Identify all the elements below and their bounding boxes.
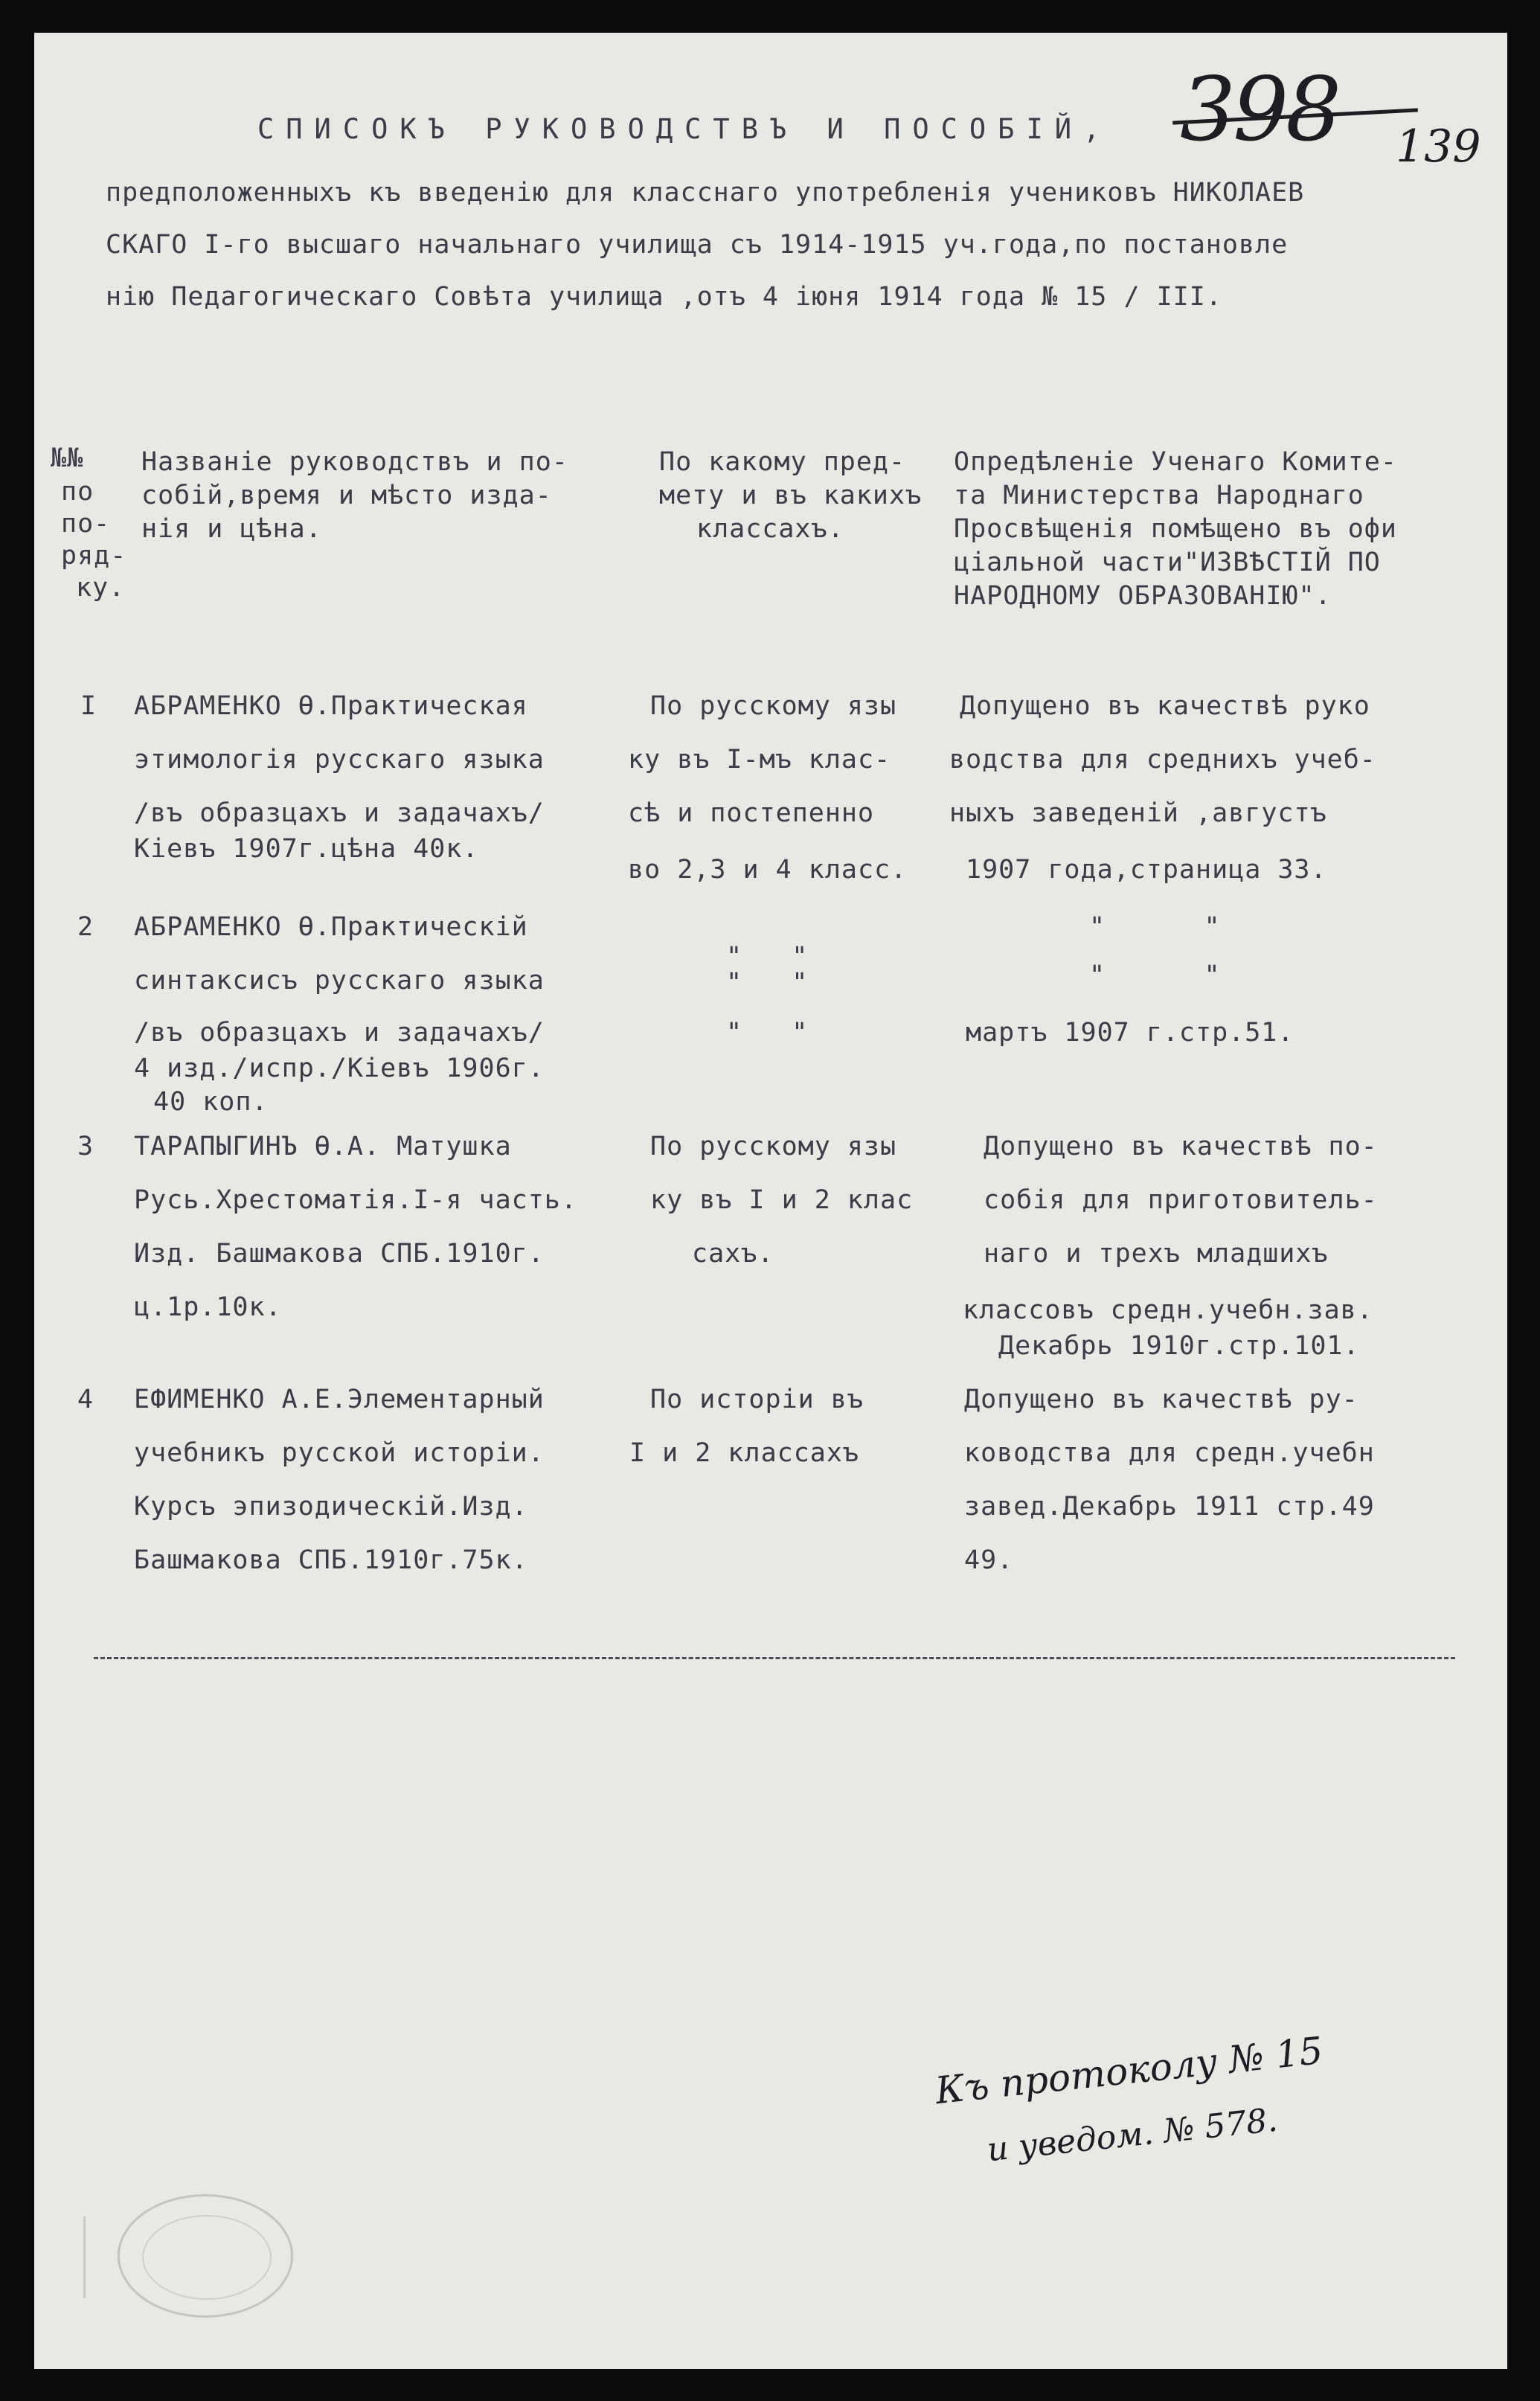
row-number: 3 xyxy=(77,1132,94,1161)
column-header-line: ціальной части"ИЗВѢСТІЙ ПО xyxy=(954,548,1381,577)
book-line: синтаксисъ русскаго языка xyxy=(134,966,545,996)
column-header-line: НАРОДНОМУ ОБРАЗОВАНІЮ". xyxy=(954,581,1332,611)
intro-line-3: нію Педагогическаго Совѣта училища ,отъ 4 іюня 1914 года № 15 / III. xyxy=(106,282,1222,312)
book-line: 4 изд./испр./Кіевъ 1906г. xyxy=(134,1054,545,1083)
handwritten-note-line-2: и уведом. № 578. xyxy=(985,2100,1280,2170)
decision-line: ныхъ заведеній ,августъ xyxy=(949,798,1327,828)
decision-line: наго и трехъ младшихъ xyxy=(984,1239,1329,1269)
column-header-line: ку. xyxy=(76,573,126,603)
column-header-line: мету и въ какихъ xyxy=(659,481,923,510)
subject-line: ку въ I-мъ клас- xyxy=(628,745,891,775)
book-line: АБРАМЕНКО Ѳ.Практическая xyxy=(134,691,528,721)
book-line: /въ образцахъ и задачахъ/ xyxy=(134,1018,545,1048)
intro-line-2: СКАГО І-го высшаго начальнаго училища съ 1914-1915 уч.года,по постановле xyxy=(106,230,1289,260)
document-title: СПИСОКЪ РУКОВОДСТВЪ И ПОСОБІЙ, xyxy=(257,113,1112,145)
decision-line: классовъ средн.учебн.зав. xyxy=(963,1295,1373,1325)
row-number: I xyxy=(80,691,97,721)
book-line: Кіевъ 1907г.цѣна 40к. xyxy=(134,834,479,864)
column-header-line: №№ xyxy=(51,443,84,473)
decision-line: водства для среднихъ учеб- xyxy=(949,745,1376,775)
decision-line: Допущено въ качествѣ руко xyxy=(960,691,1370,721)
archive-page-number: 398 xyxy=(1180,58,1339,161)
subject-line: По русскому язы xyxy=(650,1132,897,1161)
decision-line: Декабрь 1910г.стр.101. xyxy=(998,1331,1360,1361)
decision-line: 49. xyxy=(964,1545,1014,1575)
decision-line: " " xyxy=(1089,961,1221,990)
subject-line: " " xyxy=(726,1018,809,1048)
book-line: Башмакова СПБ.1910г.75к. xyxy=(134,1545,528,1575)
book-line: 40 коп. xyxy=(153,1087,269,1117)
book-line: ЕФИМЕНКО А.Е.Элементарный xyxy=(134,1385,545,1414)
book-line: ТАРАПЫГИНЪ Ѳ.А. Матушка xyxy=(134,1132,512,1161)
archive-mark xyxy=(83,2216,111,2298)
book-line: Курсъ эпизодическій.Изд. xyxy=(134,1492,528,1522)
column-header-line: Опредѣленіе Ученаго Комите- xyxy=(954,447,1397,477)
decision-line: " " xyxy=(1089,912,1221,942)
subject-line: сахъ. xyxy=(692,1239,774,1269)
subject-line: во 2,3 и 4 класс. xyxy=(628,855,908,885)
column-header-line: Просвѣщенія помѣщено въ офи xyxy=(954,514,1397,544)
column-header-line: собій,время и мѣсто изда- xyxy=(141,481,552,510)
column-header-line: нія и цѣна. xyxy=(141,514,322,544)
book-line: этимологія русскаго языка xyxy=(134,745,545,775)
end-dashed-line xyxy=(94,1657,1455,1659)
book-line: АБРАМЕНКО Ѳ.Практическій xyxy=(134,912,528,942)
subject-line: По русскому язы xyxy=(650,691,897,721)
column-header-line: по- xyxy=(61,509,111,539)
archive-stamp-inner xyxy=(142,2215,272,2300)
subject-line: " " xyxy=(726,942,809,972)
decision-line: собія для приготовитель- xyxy=(984,1185,1378,1215)
book-line: /въ образцахъ и задачахъ/ xyxy=(134,798,545,828)
decision-line: завед.Декабрь 1911 стр.49 xyxy=(964,1492,1375,1522)
column-header-line: классахъ. xyxy=(696,514,844,544)
column-header-line: по xyxy=(61,477,94,507)
subject-line: сѣ и постепенно xyxy=(628,798,875,828)
column-header-line: По какому пред- xyxy=(659,447,906,477)
column-header-line: та Министерства Народнаго xyxy=(954,481,1364,510)
intro-line-1: предположенныхъ къ введенію для класснаго употребленія учениковъ НИКОЛАЕВ xyxy=(106,178,1305,208)
book-line: Изд. Башмакова СПБ.1910г. xyxy=(134,1239,545,1269)
decision-line: Допущено въ качествѣ по- xyxy=(984,1132,1378,1161)
book-line: ц.1р.10к. xyxy=(134,1292,282,1322)
archive-page-number-old: 139 xyxy=(1396,121,1481,173)
decision-line: 1907 года,страница 33. xyxy=(966,855,1327,885)
row-number: 2 xyxy=(77,912,94,942)
subject-line: I и 2 классахъ xyxy=(629,1438,860,1468)
archive-stamp xyxy=(118,2194,293,2318)
document-page xyxy=(34,33,1507,2369)
row-number: 4 xyxy=(77,1385,94,1414)
subject-line: " " xyxy=(726,968,809,998)
handwritten-note-line-1: Къ протоколу № 15 xyxy=(933,2028,1325,2113)
decision-line: мартъ 1907 г.стр.51. xyxy=(966,1018,1294,1048)
decision-line: ководства для средн.учебн xyxy=(964,1438,1375,1468)
column-header-line: Названіе руководствъ и по- xyxy=(141,447,568,477)
subject-line: По исторіи въ xyxy=(650,1385,864,1414)
book-line: Русь.Хрестоматія.І-я часть. xyxy=(134,1185,577,1215)
subject-line: ку въ I и 2 клас xyxy=(650,1185,914,1215)
book-line: учебникъ русской исторіи. xyxy=(134,1438,545,1468)
column-header-line: ряд- xyxy=(61,541,127,571)
decision-line: Допущено въ качествѣ ру- xyxy=(964,1385,1358,1414)
